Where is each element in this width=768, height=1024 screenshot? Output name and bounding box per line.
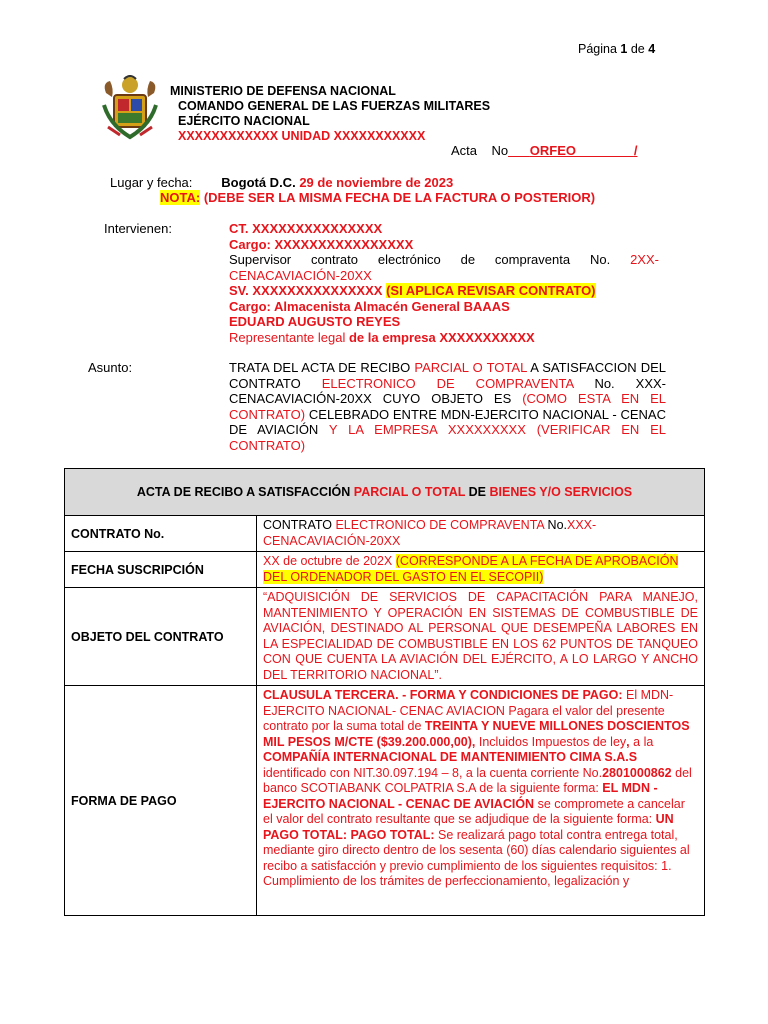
table-row — [65, 516, 705, 552]
army-title: EJÉRCITO NACIONAL — [178, 114, 310, 128]
table-row — [65, 552, 705, 588]
intervienen-label: Intervienen: — [104, 221, 172, 236]
acta-table — [64, 468, 705, 916]
table-row — [65, 588, 705, 686]
asunto-text: TRATA DEL ACTA DE RECIBO PARCIAL O TOTAL A SATISFACCION DEL CONTRATO ELECTRONICO DE COMPRAVENTA No. XXX-CENACAVIACIÓN-20XX CUYO OBJETO ES (COMO ESTA EN EL CONTRATO) CELEBRADO ENTRE MDN-EJERCITO NACIONAL - CENAC DE AVIACIÓN Y LA EMPRESA XXXXXXXXX (VERIFICAR EN EL CONTRATO) — [229, 360, 666, 453]
table-row — [65, 686, 705, 916]
table-title: ACTA DE RECIBO A SATISFACCIÓN PARCIAL O TOTAL DE BIENES Y/O SERVICIOS — [65, 469, 705, 516]
command-title: COMANDO GENERAL DE LAS FUERZAS MILITARES — [178, 99, 491, 113]
army-seal-icon — [100, 75, 160, 141]
contrato-key: CONTRATO No. — [65, 516, 257, 552]
unit-title: XXXXXXXXXXXX UNIDAD XXXXXXXXXXX — [178, 129, 426, 143]
page-number: Página 1 de 4 — [578, 42, 656, 56]
forma-pago-key: FORMA DE PAGO — [65, 686, 257, 916]
contrato-value: CONTRATO ELECTRONICO DE COMPRAVENTA No.XXX-CENACAVIACIÓN-20XX — [257, 516, 705, 552]
note-line: NOTA: (DEBE SER LA MISMA FECHA DE LA FACTURA O POSTERIOR) — [160, 190, 596, 205]
objeto-value: “ADQUISICIÓN DE SERVICIOS DE CAPACITACIÓN PARA MANEJO, MANTENIMIENTO Y OPERACIÓN EN SISTEMAS DE COMBUSTIBLE DE AVIACIÓN, DESTINADO AL PERSONAL QUE DESEMPEÑA LABORES EN LA ESPECIALIDAD DE COMBUSTIBLE EN LOS 62 PUNTOS DE TANQUEO CON QUE CUENTA LA AVIACIÓN DEL EJÉRCITO, A LO LARGO Y ANCHO DEL TERRITORIO NACIONAL”. — [257, 588, 705, 686]
asunto-label: Asunto: — [88, 360, 133, 375]
fecha-key: FECHA SUSCRIPCIÓN — [65, 552, 257, 588]
fecha-value: XX de octubre de 202X (CORRESPONDE A LA FECHA DE APROBACIÓN DEL ORDENADOR DEL GASTO EN EL SECOPII) — [257, 552, 705, 588]
ministry-title: MINISTERIO DE DEFENSA NACIONAL — [170, 84, 396, 98]
objeto-key: OBJETO DEL CONTRATO — [65, 588, 257, 686]
forma-pago-value: CLAUSULA TERCERA. - FORMA Y CONDICIONES DE PAGO: El MDN- EJERCITO NACIONAL- CENAC AVIACION Pagara el valor del presente contrato por la suma total de TREINTA Y NUEVE MILLONES DOSCIENTOS MIL PESOS M/CTE ($39.200.000,00), Incluidos Impuestos de ley, a la COMPAÑÍA INTERNACIONAL DE MANTENIMIENTO CIMA S.A.S identificado con NIT.30.097.194 – 8, a la cuenta corriente No.2801000862 del banco SCOTIABANK COLPATRIA S.A de la siguiente forma: EL MDN - EJERCITO NACIONAL - CENAC DE AVIACIÓN se compromete a cancelar el valor del contrato resultante que se adjudique de la siguiente forma: UN PAGO TOTAL: PAGO TOTAL: Se realizará pago total contra entrega total, mediante giro directo dentro de los sesenta (60) días calendario siguientes al recibo a satisfacción y previo cumplimiento de los siguientes requisitos: 1. Cumplimiento de los trámites de perfeccionamiento, legalización y — [257, 686, 705, 916]
intervienen-block: CT. XXXXXXXXXXXXXXX Cargo: XXXXXXXXXXXXXXXX Supervisor contrato electrónico de compraventa No. 2XX-CENACAVIACIÓN-20XX SV. XXXXXXXXXXXXXXX (SI APLICA REVISAR CONTRATO) Cargo: Almacenista Almacén General BAAAS EDUARD AUGUSTO REYES Representante legal de la empresa XXXXXXXXXXX — [229, 221, 659, 345]
document-header — [170, 84, 490, 144]
acta-number: Acta No___ORFEO________/ — [451, 143, 638, 158]
place-date: Lugar y fecha: Bogotá D.C. 29 de noviembre de 2023 — [110, 175, 454, 190]
